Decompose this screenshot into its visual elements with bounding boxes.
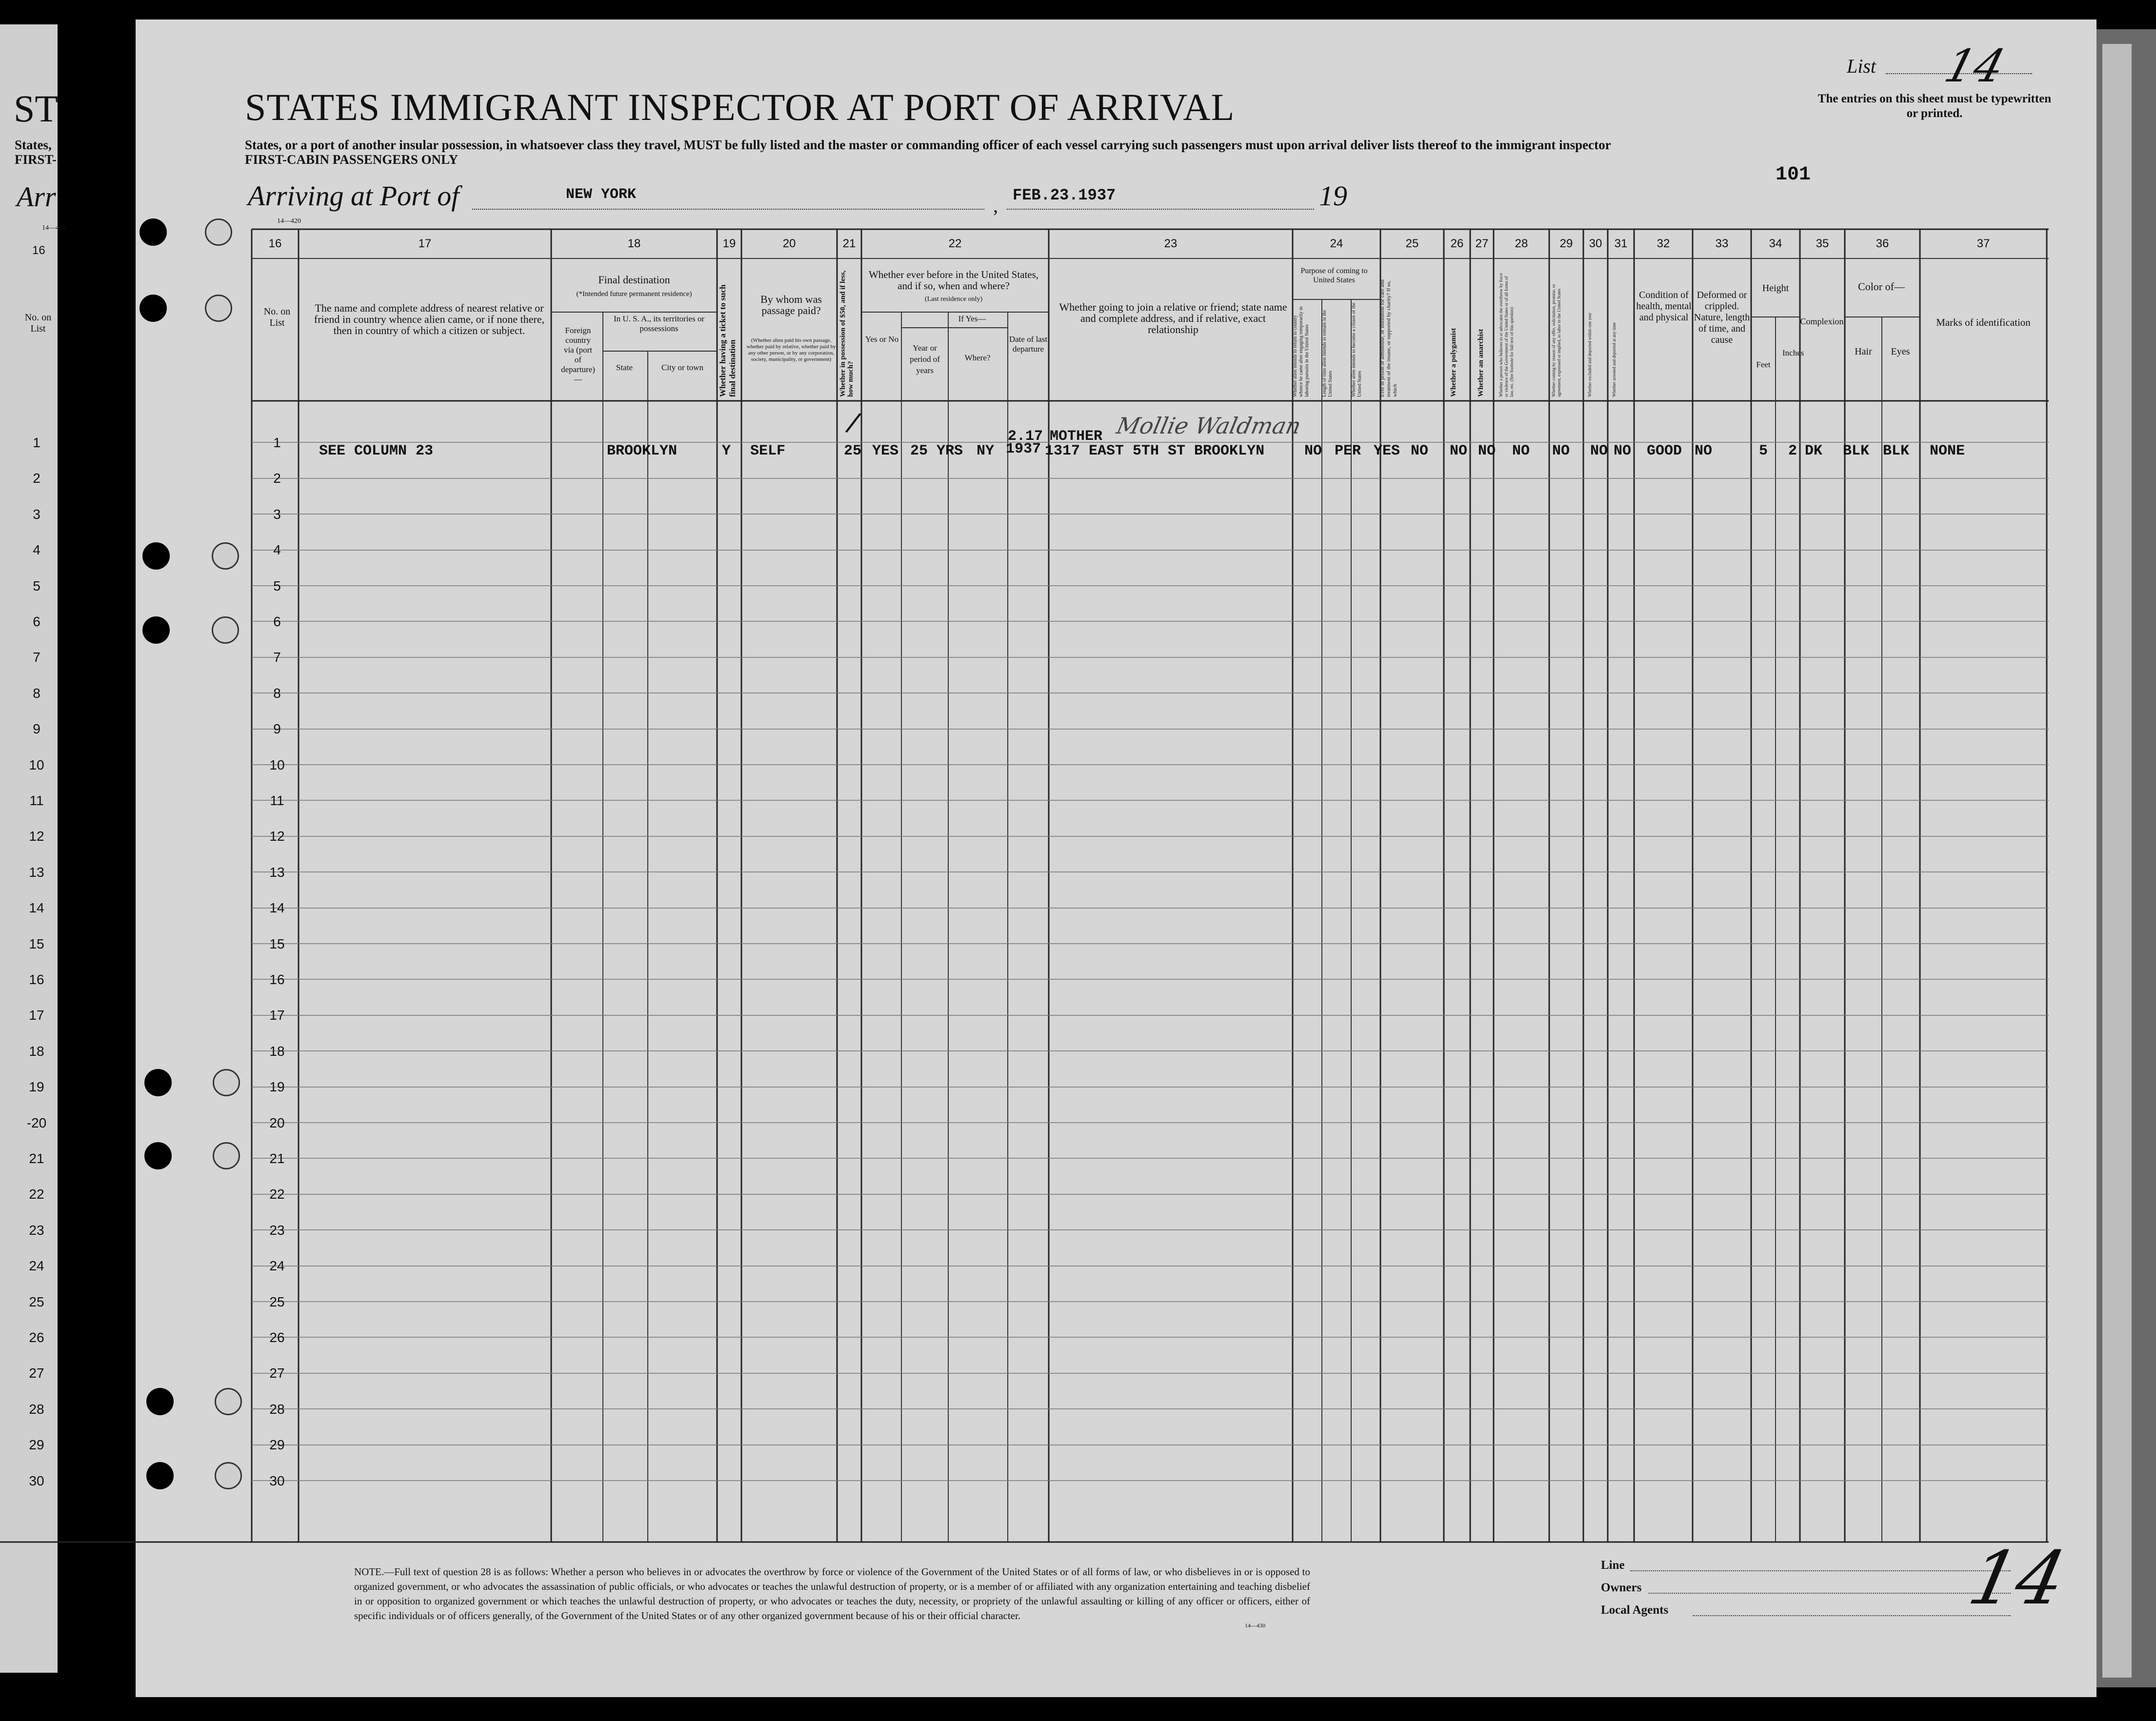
left-row-number: 26: [29, 1330, 44, 1345]
punch-ring: [213, 1142, 240, 1169]
row-number: 25: [269, 1294, 285, 1309]
left-row-number: 10: [29, 757, 44, 772]
column-number: 26: [1450, 237, 1464, 250]
left-row-number: 25: [29, 1294, 44, 1309]
hdr-purpose-citizen: Whether alien intends to become a citizen of the United States: [1351, 302, 1362, 397]
row-number: 12: [269, 829, 285, 844]
entry-where: NY: [977, 443, 995, 459]
row-number: 28: [269, 1402, 285, 1417]
entry-departure-top: 2.17: [1008, 428, 1043, 445]
hdr-in-usa: In U. S. A., its territories or possessions: [613, 314, 705, 333]
entry-eyes: BLK: [1883, 443, 1910, 459]
owners-underline: [1649, 1593, 2011, 1594]
list-label: List: [1847, 55, 1877, 77]
hdr-final-destination-note: (*Intended future permanent residence): [576, 290, 692, 298]
punch-ring: [205, 295, 232, 322]
left-row-number: 19: [29, 1079, 44, 1094]
entry-prison: NO: [1411, 443, 1429, 459]
left-row-number: 28: [29, 1402, 44, 1417]
hdr-overthrow: Whether a person who believes in or advocates the overthrow by force or violence of the Government of the United States or of all forms of law, etc. (See footnote for full text of this question): [1498, 273, 1514, 397]
column-number: 21: [842, 237, 856, 250]
row-number: 24: [269, 1258, 285, 1273]
punch-ring: [213, 1069, 240, 1096]
line-label: Line: [1601, 1559, 1625, 1572]
hdr-city: City or town: [661, 363, 703, 372]
left-row-number: 8: [33, 686, 40, 701]
hdr-deformed: Deformed or crippled. Nature, length of time, and cause: [1694, 290, 1750, 345]
left-row-number: 15: [29, 936, 44, 951]
row-number: 3: [273, 507, 281, 522]
punch-ring: [212, 616, 239, 644]
left-row-number: 5: [33, 578, 40, 593]
row-number: 16: [269, 972, 285, 987]
entry-departure: 1937: [1006, 441, 1041, 457]
entry-deported: NO: [1614, 443, 1632, 459]
agents-label: Local Agents: [1601, 1603, 1669, 1617]
hdr-relative: The name and complete address of nearest relative or friend in country whence alien came, or if none there, then in country of which a citizen or subject.: [314, 302, 545, 336]
hdr-anarchist: Whether an anarchist: [1477, 329, 1485, 397]
row-number: 9: [273, 721, 281, 736]
left-row-number: 6: [33, 614, 40, 629]
entry-been-before: YES: [872, 443, 899, 459]
hdr-labor-offer: Whether coming by reason of any offer, solicitation, promise, or agreement, expressed or implied, to labor in the United States: [1551, 284, 1561, 397]
punch-hole: [142, 616, 170, 644]
left-col-header: No. on List: [24, 312, 52, 334]
hdr-prison: Ever in prison or almshouse, or institution for care and treatment of the insane, or supported by charity? If so, which: [1379, 279, 1398, 397]
punch-ring: [215, 1388, 242, 1415]
year-prefix: 19: [1319, 180, 1347, 212]
footer-form-number: 14—430: [1245, 1622, 1265, 1629]
sheet-number: 101: [1776, 164, 1811, 186]
hdr-purpose-length: Length of time alien intends to remain in the United States: [1322, 310, 1333, 397]
form-number: 14—420: [277, 218, 301, 225]
entry-feet: 5: [1759, 443, 1768, 459]
column-number: 30: [1589, 237, 1602, 250]
hdr-deported: Whether arrested and deported at any time: [1612, 322, 1617, 397]
row-number: 17: [269, 1008, 285, 1023]
column-number: 36: [1876, 237, 1889, 250]
left-col-number: 16: [32, 244, 45, 257]
arrival-date: FEB.23.1937: [1013, 186, 1116, 204]
column-number: 19: [722, 237, 736, 250]
punch-hole: [146, 1388, 174, 1415]
line-underline: [1630, 1570, 2011, 1571]
left-row-number: 17: [29, 1008, 44, 1023]
hdr-joining: Whether going to join a relative or friend; state name and complete address, and if relative, exact relationship: [1059, 301, 1287, 336]
entry-polygamist: NO: [1450, 443, 1468, 459]
entry-citizen: YES: [1374, 443, 1400, 459]
punch-hole: [142, 542, 170, 570]
left-row-number: 3: [33, 507, 40, 522]
hdr-health: Condition of health, mental and physical: [1636, 290, 1692, 323]
row-number: 5: [273, 578, 281, 593]
hdr-if-yes: If Yes—: [958, 314, 986, 323]
column-number: 20: [782, 237, 796, 250]
left-row-number: 29: [29, 1437, 44, 1452]
entry-deformed: NO: [1695, 443, 1713, 459]
left-row-number: 23: [29, 1223, 44, 1238]
row-number: 11: [270, 793, 284, 808]
punch-hole: [144, 1069, 172, 1096]
hdr-year: Year or period of years: [910, 343, 940, 375]
column-number: 23: [1164, 237, 1178, 250]
entry-joining-signature: Mollie Waldman: [1114, 413, 1304, 439]
entry-relative: SEE COLUMN 23: [319, 443, 434, 459]
entry-complexion: DK: [1805, 443, 1823, 459]
row-number: 8: [273, 686, 281, 701]
entry-overthrow: NO: [1512, 443, 1530, 459]
hdr-feet: Feet: [1756, 360, 1771, 369]
row-number: 27: [269, 1365, 285, 1381]
entry-joining-top: MOTHER: [1050, 428, 1103, 445]
punch-hole: [146, 1462, 174, 1489]
left-arriving: Arr: [17, 181, 56, 213]
punch-hole: [144, 1142, 172, 1169]
row-number: 19: [269, 1079, 285, 1094]
column-number: 18: [627, 237, 641, 250]
arriving-label: Arriving at Port of: [248, 180, 459, 212]
row-number: 6: [273, 614, 281, 629]
hdr-last-departure: Date of last departure: [1009, 335, 1048, 354]
handwritten-list-number: 14: [1961, 1536, 2073, 1621]
punch-hole: [140, 218, 167, 246]
date-underline: [1007, 209, 1314, 210]
page-title: STATES IMMIGRANT INSPECTOR AT PORT OF ARRIVAL: [245, 86, 1235, 128]
hdr-no-on-list: No. on List: [263, 306, 291, 328]
column-number: 34: [1769, 237, 1782, 250]
hdr-height: Height: [1762, 283, 1789, 294]
row-number: 30: [269, 1473, 285, 1488]
punch-ring: [205, 218, 232, 246]
left-row-number: 13: [29, 865, 44, 880]
row-number: 10: [269, 757, 285, 772]
entry-health: GOOD: [1647, 443, 1682, 459]
port-underline: [472, 209, 984, 210]
row-number: 13: [269, 865, 285, 880]
entry-return: NO: [1304, 443, 1322, 459]
hdr-complexion: Complexion: [1800, 317, 1844, 326]
hdr-been-before: Whether ever before in the United States, and if so, when and where?: [868, 269, 1039, 292]
hdr-been-before-note: (Last residence only): [924, 296, 983, 303]
row-number: 4: [273, 542, 281, 557]
left-row-number: 27: [29, 1365, 44, 1381]
row-number: 15: [269, 936, 285, 951]
left-row-number: 11: [29, 793, 44, 808]
row-number: 1: [273, 435, 281, 450]
entry-years: 25 YRS: [910, 443, 963, 459]
left-row-number: 14: [29, 900, 44, 915]
entry-money: 25: [844, 443, 862, 459]
port-value: NEW YORK: [566, 186, 637, 203]
left-row-number: 21: [29, 1151, 44, 1166]
row-number: 26: [269, 1330, 285, 1345]
punch-ring: [212, 542, 239, 570]
class-line: FIRST-CABIN PASSENGERS ONLY: [245, 152, 459, 167]
owners-label: Owners: [1601, 1581, 1642, 1594]
hdr-excluded: Whether excluded and deported within one year: [1587, 313, 1592, 397]
hdr-yes-no: Yes or No: [865, 335, 899, 344]
left-form-no: 14—420: [42, 224, 66, 232]
row-number: 2: [273, 471, 281, 486]
left-row-number: -20: [26, 1115, 47, 1130]
list-number: 14: [1939, 40, 2011, 92]
entry-marks: NONE: [1930, 443, 1965, 459]
comma: ,: [993, 195, 998, 217]
column-number: 32: [1657, 237, 1670, 250]
hdr-color: Color of—: [1858, 280, 1905, 293]
column-number: 16: [268, 237, 282, 250]
hdr-passage-note: (Whether alien paid his own passage, whether paid by relative, whether paid by any other person, or by any corporation, society, municipality, or government): [746, 337, 836, 362]
left-row-number: 2: [33, 471, 40, 486]
left-row-number: 12: [29, 829, 44, 844]
column-number: 24: [1330, 237, 1343, 250]
hdr-polygamist: Whether a polygamist: [1450, 328, 1457, 397]
row-number: 18: [269, 1044, 285, 1059]
column-number: 25: [1405, 237, 1419, 250]
row-number: 14: [269, 900, 285, 915]
hdr-marks: Marks of identification: [1936, 317, 2031, 328]
instructions-text: States, or a port of another insular possession, in whatsoever class they travel, MUST be fully listed and the master or commanding officer of each vessel carrying such passengers must upon arrival deliver lists thereof to the immigrant inspector: [245, 138, 1611, 152]
row-number: 20: [269, 1115, 285, 1130]
punch-ring: [215, 1462, 242, 1489]
hdr-hair: Hair: [1855, 346, 1872, 357]
left-title-fragment: ST: [14, 87, 59, 130]
hdr-ticket: Whether having a ticket to such final destination: [718, 284, 737, 397]
entry-paid-by: SELF: [750, 443, 786, 459]
left-row-number: 30: [29, 1473, 44, 1488]
column-number: 35: [1816, 237, 1829, 250]
left-line1: States,: [15, 138, 52, 152]
hdr-passage-paid: By whom was passage paid?: [760, 293, 822, 317]
hdr-money: Whether in possession of $50, and if less, how much?: [839, 270, 855, 397]
hdr-where: Where?: [964, 353, 991, 362]
left-row-number: 16: [29, 972, 44, 987]
entry-excluded: NO: [1590, 443, 1608, 459]
column-number: 22: [948, 237, 962, 250]
left-row-number: 9: [33, 721, 40, 736]
column-number: 27: [1475, 237, 1489, 250]
column-number: 33: [1715, 237, 1729, 250]
entry-joining-address: 1317 EAST 5TH ST BROOKLYN: [1045, 443, 1265, 459]
left-row-number: 22: [29, 1187, 44, 1202]
hdr-final-destination: Final destination: [598, 274, 670, 286]
column-number: 31: [1614, 237, 1628, 250]
entry-state: BROOKLYN: [607, 443, 678, 459]
column-number: 28: [1515, 237, 1528, 250]
hdr-inches: Inches: [1782, 348, 1804, 357]
hdr-state: State: [616, 363, 633, 372]
entry-labor-offer: NO: [1552, 443, 1570, 459]
footnote: NOTE.—Full text of question 28 is as follows: Whether a person who believes in or advocates the overthrow by force or violence of the Government of the United States or of all forms of law, or who disbelieves in or is opposed to organized government, or who advocates the assassination of public officials, or who advocates or teaches the unlawful destruction of property, or is a member of or affiliated with any organization entertaining and teaching disbelief in or opposition to organized government or which teaches the unlawful destruction of property, or who advocates or teaches the duty, necessity, or propriety of the unlawful assaulting or killing of any officer or officers, either of specific individuals or of officers generally, of the Government of the United States or of any other organized government because of his or their official character.: [354, 1566, 1310, 1622]
entry-hair: BLK: [1843, 443, 1870, 459]
left-row-number: 4: [33, 542, 40, 557]
hdr-purpose-return: Whether alien intends to return to country whence he came after engaging temporarily in laboring pursuits in the United States: [1293, 306, 1310, 397]
left-row-number: 7: [33, 650, 40, 665]
row-number: 22: [269, 1187, 285, 1202]
hdr-purpose: Purpose of coming to United States: [1300, 267, 1368, 284]
hdr-eyes: Eyes: [1891, 346, 1910, 357]
left-row-number: 1: [33, 435, 40, 450]
left-row-number: 24: [29, 1258, 44, 1273]
row-number: 23: [269, 1223, 285, 1238]
entry-inches: 2: [1788, 443, 1797, 459]
check-mark: /: [843, 406, 863, 439]
left-line2: FIRST-: [15, 152, 57, 167]
column-number: 29: [1559, 237, 1573, 250]
typed-note: The entries on this sheet must be typewritten or printed.: [1817, 92, 2052, 120]
row-number: 7: [273, 650, 281, 665]
hdr-foreign-country: Foreign country via (port of departure)—: [561, 326, 595, 384]
entry-anarchist: NO: [1478, 443, 1496, 459]
row-number: 29: [269, 1437, 285, 1452]
entry-ticket: Y: [722, 443, 731, 459]
column-number: 17: [418, 237, 432, 250]
column-number: 37: [1976, 237, 1990, 250]
row-number: 21: [269, 1151, 285, 1166]
entry-length: PER: [1335, 443, 1361, 459]
punch-hole: [140, 295, 167, 322]
left-row-number: 18: [29, 1044, 44, 1059]
